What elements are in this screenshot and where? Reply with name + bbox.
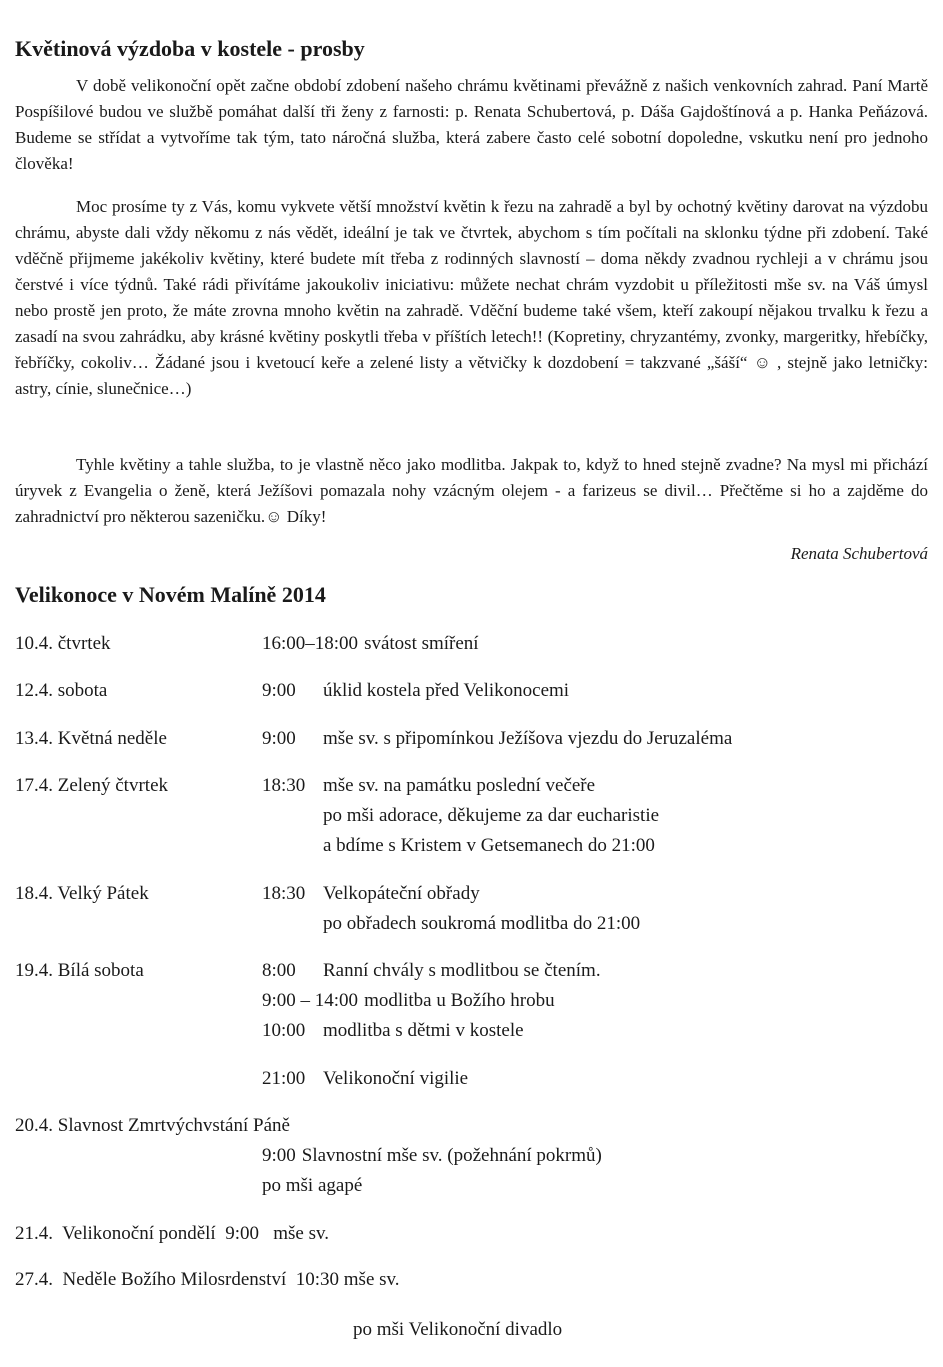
schedule-entry xyxy=(262,956,601,986)
schedule-entries xyxy=(262,1141,602,1201)
entry-text: po obřadech soukromá modlitba do 21:00 xyxy=(323,913,641,934)
entry-text: svátost smíření xyxy=(364,633,479,654)
entry-text: po mši agapé xyxy=(262,1175,363,1196)
entry-text: úklid kostela před Velikonocemi xyxy=(323,680,570,701)
schedule-entry xyxy=(262,629,479,659)
schedule-day: 10.4. čtvrtek xyxy=(15,633,111,654)
entry-text: Velkopáteční obřady xyxy=(323,883,480,904)
entry-time: 9:00 xyxy=(262,728,296,749)
schedule-entries xyxy=(262,724,732,754)
schedule-entries xyxy=(262,629,479,659)
entry-time: 10:00 xyxy=(262,1020,306,1041)
article-signature: Renata Schubertová xyxy=(790,544,928,563)
schedule-entries xyxy=(262,956,601,1094)
entry-time: 8:00 xyxy=(262,960,296,981)
schedule-entry xyxy=(262,771,659,801)
schedule-day: 20.4. Slavnost Zmrtvýchvstání Páně xyxy=(15,1115,290,1136)
entry-time: 9:00 xyxy=(262,1145,296,1166)
entry-text: Slavnostní mše sv. (požehnání pokrmů) xyxy=(301,1145,602,1166)
schedule-entries xyxy=(262,676,569,706)
schedule-entry xyxy=(262,801,659,831)
schedule-title: Velikonoce v Novém Malíně 2014 xyxy=(15,582,326,607)
schedule-entry xyxy=(262,676,569,706)
schedule-entries xyxy=(262,879,640,939)
schedule-entry xyxy=(262,909,640,939)
schedule-entry xyxy=(262,1171,602,1201)
entry-text: modlitba s dětmi v kostele xyxy=(323,1020,524,1041)
schedule-entry xyxy=(262,724,732,754)
entry-time: 9:00 xyxy=(262,680,296,701)
entry-time: 16:00–18:00 xyxy=(262,633,359,654)
schedule-entry xyxy=(262,1141,602,1171)
schedule-entries xyxy=(262,771,659,861)
entry-time: 21:00 xyxy=(262,1068,306,1089)
entry-text: Ranní chvály s modlitbou se čtením. xyxy=(323,960,601,981)
schedule-day: 12.4. sobota xyxy=(15,680,108,701)
entry-time: 9:00 – 14:00 xyxy=(262,990,359,1011)
schedule-entry xyxy=(262,1016,601,1046)
schedule-day: 19.4. Bílá sobota xyxy=(15,960,144,981)
article-title: Květinová výzdoba v kostele - prosby xyxy=(15,36,365,61)
entry-time: 18:30 xyxy=(262,775,306,796)
article-paragraph-2: Moc prosíme ty z Vás, komu vykvete větší množství květin k řezu na zahradě a byl by ochotný květiny darovat na výzdobu chrámu, abyste dali vždy někomu z nás vědět, ideální je tak ve čtvrtek, abychom s tím počítali na sklonku týdne při zdobení. Také vděčně přijmeme jakékoliv květiny, které budete mít třeba z rodinných slavností – doma někdy zvadnou rychleji a v chrámu jsou čerstvé i více týdnů. Také rádi přivítáme jakoukoliv iniciativu: můžete nechat chrám vyzdobit u příležitosti mše sv. na Váš úmysl nebo prostě jen proto, že máte zrovna mnoho květin na zahradě. Vděční budeme také všem, kteří zakoupí nějakou trvalku k řezu a zasadí na svou zahrádku, aby krásné květiny poskytli třeba v příštích letech!! (Kopretiny, chryzantémy, zvonky, margeritky, hřebíčky, řebříčky, cokoliv… Žádané jsou i kvetoucí keře a zelené listy a větvičky k dozdobení = takzvané „šáší“ ☺ , stejně jako letničky: astry, cínie, slunečnice…) xyxy=(15,197,928,398)
schedule-entry xyxy=(262,831,659,861)
schedule-entry xyxy=(262,879,640,909)
entry-text: mše sv. na památku poslední večeře xyxy=(323,775,596,796)
schedule-entry xyxy=(262,986,601,1016)
entry-text: po mši adorace, děkujeme za dar eucharistie xyxy=(323,805,660,826)
schedule-closing-note: po mši Velikonoční divadlo xyxy=(353,1319,563,1340)
entry-text: a bdíme s Kristem v Getsemanech do 21:00 xyxy=(323,835,655,856)
schedule-day: 17.4. Zelený čtvrtek xyxy=(15,775,169,796)
schedule-line-monday: 21.4. Velikonoční pondělí 9:00 mše sv. xyxy=(15,1223,330,1244)
article-paragraph-1: V době velikonoční opět začne období zdobení našeho chrámu květinami převážně z našich venkovních zahrad. Paní Martě Pospíšilové budou ve službě pomáhat další tři ženy z farnosti: p. Renata Schubertová, p. Dáša Gajdoštínová a p. Hanka Peňázová. Budeme se střídat a vytvoříme tak tým, tato náročná služba, která zabere často celé sobotní dopoledne, vskutku není pro jednoho člověka! xyxy=(15,76,928,173)
entry-text: Velikonoční vigilie xyxy=(323,1068,469,1089)
schedule-day: 13.4. Květná neděle xyxy=(15,728,167,749)
schedule-line-mercy-sunday: 27.4. Neděle Božího Milosrdenství 10:30 mše sv. xyxy=(15,1269,400,1290)
schedule-day: 18.4. Velký Pátek xyxy=(15,883,149,904)
entry-time: 18:30 xyxy=(262,883,306,904)
entry-text: mše sv. s připomínkou Ježíšova vjezdu do Jeruzaléma xyxy=(323,728,733,749)
entry-text: modlitba u Božího hrobu xyxy=(364,990,555,1011)
article-paragraph-3: Tyhle květiny a tahle služba, to je vlastně něco jako modlitba. Jakpak to, když to hned stejně zvadne? Na mysl mi přichází úryvek z Evangelia o ženě, která Ježíšovi pomazala nohy vzácným olejem - a farizeus se divil… Přečtěme si ho a zajděme do zahradnictví pro některou sazeničku.☺ Díky! xyxy=(15,455,928,526)
schedule-entry xyxy=(262,1064,601,1094)
